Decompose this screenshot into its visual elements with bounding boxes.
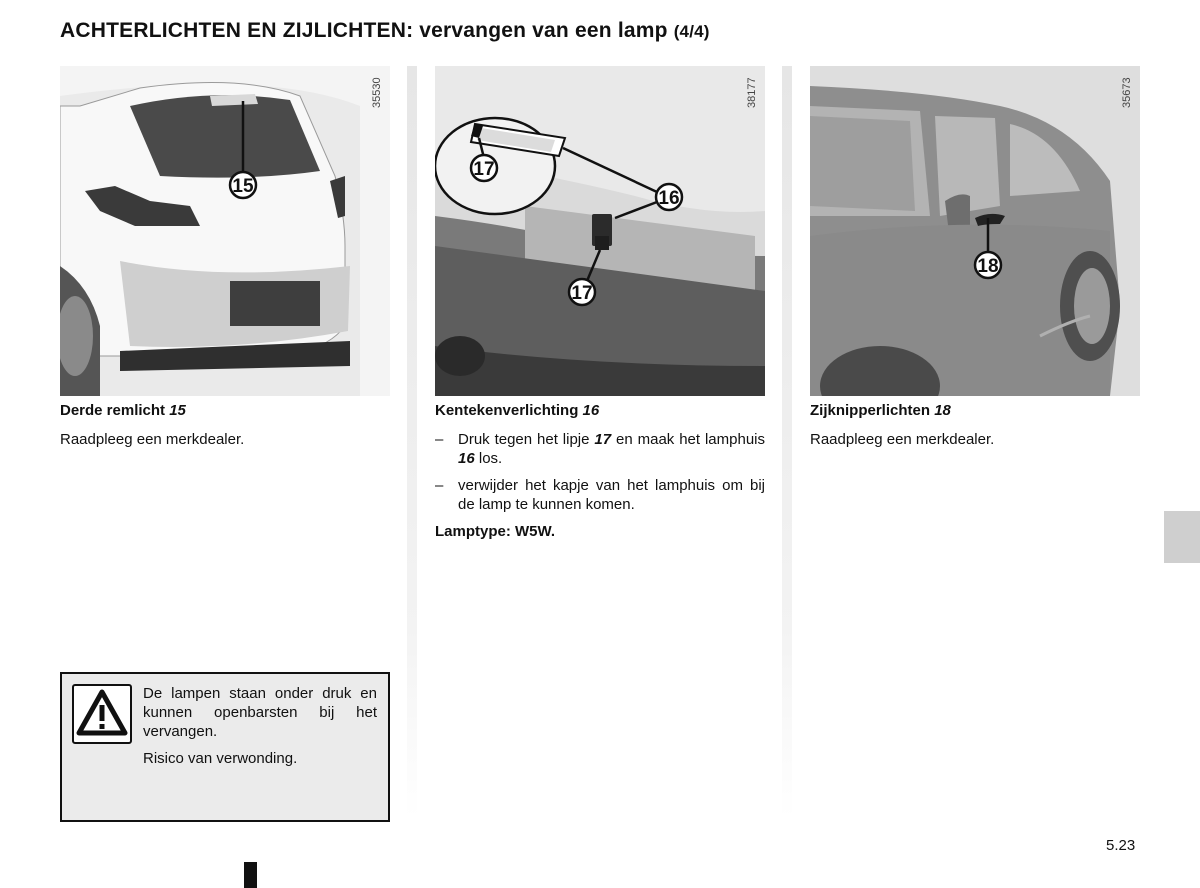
warning-text: De lampen staan onder druk en kunnen openbarsten bij het vervangen. xyxy=(143,685,377,740)
heading-license-plate-light: Kentekenverlichting 16 xyxy=(435,402,600,419)
page-number: 5.23 xyxy=(1106,837,1136,854)
warning-risk-text: Risico van verwonding. xyxy=(143,750,298,767)
photo-third-brake-light xyxy=(60,66,390,396)
callout-15: 15 xyxy=(232,176,254,197)
image-number: 35530 xyxy=(371,77,383,108)
lamp-type: Lamptype: W5W. xyxy=(435,523,556,540)
photo-side-indicator xyxy=(810,66,1140,396)
crop-marker xyxy=(244,862,257,888)
page-title-suffix: (4/4) xyxy=(673,22,710,41)
section-tab xyxy=(1164,511,1200,563)
body-text: Raadpleeg een merkdealer. xyxy=(60,431,245,448)
image-number: 35673 xyxy=(1121,77,1133,108)
list-item: – Druk tegen het lipje 17 en maak het lamphuis 16 los. xyxy=(435,431,765,467)
warning-triangle-icon xyxy=(72,684,132,744)
column-separator xyxy=(407,66,417,818)
page-title-main: ACHTERLICHTEN EN ZIJLICHTEN: vervangen van een lamp xyxy=(60,19,668,42)
page-title xyxy=(60,19,710,43)
image-number: 38177 xyxy=(746,77,758,108)
callout-17-top: 17 xyxy=(473,159,495,180)
body-text: Raadpleeg een merkdealer. xyxy=(810,431,995,448)
photo-license-plate-light xyxy=(435,66,765,396)
heading-side-indicator: Zijknipperlichten 18 xyxy=(810,402,951,419)
list-item: – verwijder het kapje van het lamphuis om bij de lamp te kunnen komen. xyxy=(435,477,765,513)
instruction-list xyxy=(435,430,765,541)
callout-18: 18 xyxy=(977,256,999,277)
callout-16: 16 xyxy=(658,188,680,209)
warning-box xyxy=(60,672,390,822)
callout-17-bottom: 17 xyxy=(571,283,593,304)
heading-third-brake-light: Derde remlicht 15 xyxy=(60,402,186,419)
column-separator xyxy=(782,66,792,818)
